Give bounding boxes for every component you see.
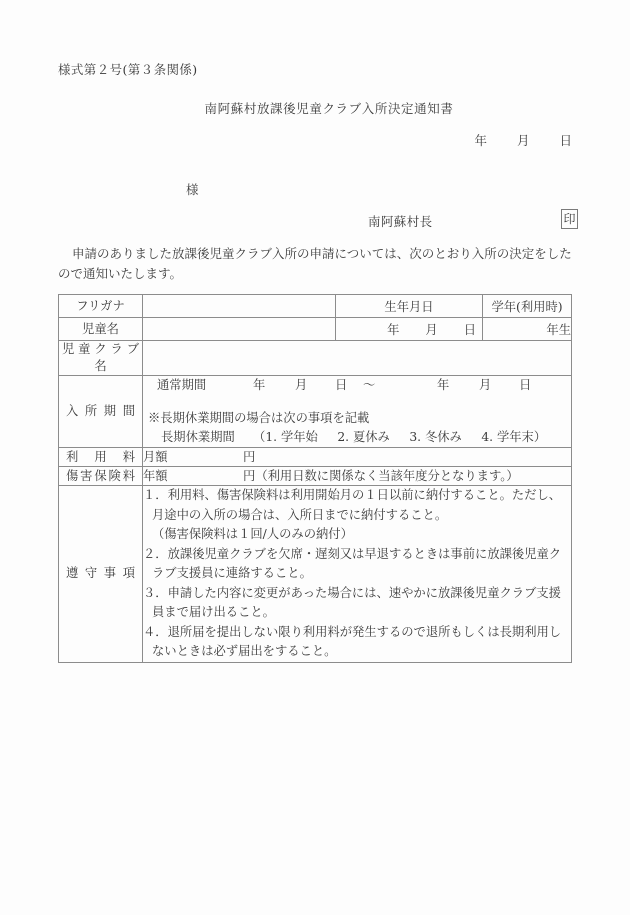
- period-start-year: 年: [253, 378, 266, 392]
- club-name-label: [59, 341, 143, 376]
- club-name-value-cell[interactable]: [143, 341, 572, 376]
- period-normal-line: [143, 376, 571, 395]
- rule-line: ３．申請した内容に変更があった場合には、速やかに放課後児童クラブ支援: [143, 585, 561, 600]
- furigana-label: フリガナ: [59, 295, 143, 318]
- table-row-club-name: [59, 341, 572, 376]
- rule-line: １．利用料、傷害保険料は利用開始月の１日以前に納付すること。ただし、: [143, 488, 562, 502]
- period-longterm-options: [143, 428, 571, 447]
- rules-label: [59, 486, 143, 663]
- period-range-tilde: ～: [363, 378, 376, 392]
- form-number: 様式第２号(第３条関係): [58, 62, 198, 77]
- period-end-day: 日: [519, 378, 532, 392]
- issuer-name: 南阿蘇村長: [368, 214, 433, 229]
- dob-value-cell[interactable]: [336, 318, 483, 341]
- addressee-suffix: 様: [186, 182, 199, 197]
- period-value-cell[interactable]: [143, 376, 572, 448]
- rule-line: ２．放課後児童クラブを欠席・遅刻又は早退するときは事前に放課後児童ク: [143, 546, 562, 561]
- issue-date-year: 年: [474, 133, 487, 148]
- child-name-value-cell[interactable]: [143, 318, 336, 341]
- insurance-note: （利用日数に関係なく当該年度分となります。）: [255, 469, 519, 483]
- period-normal-label: 通常期間: [157, 378, 207, 392]
- insurance-label-text: 傷害保険料: [66, 468, 135, 483]
- period-start-day: 日: [335, 378, 348, 392]
- period-options-close-paren: ）: [533, 430, 547, 444]
- table-row-period: [59, 376, 572, 448]
- dob-month-unit: 月: [425, 323, 438, 337]
- table-row-insurance-fee: [59, 467, 572, 486]
- usage-fee-unit: 月額: [143, 450, 168, 464]
- usage-fee-value-cell[interactable]: [143, 448, 572, 467]
- club-name-label-line1: 児 童 ク ラ ブ: [61, 342, 140, 356]
- period-longterm-label: 長期休業期間: [161, 430, 235, 444]
- rules-value-cell: [143, 486, 572, 663]
- insurance-value-cell[interactable]: [143, 467, 572, 486]
- insurance-label: [59, 467, 143, 486]
- child-name-label: 児童名: [59, 318, 143, 341]
- grade-value-cell[interactable]: 年生: [483, 318, 572, 341]
- issue-date-month: 月: [516, 133, 530, 148]
- period-option-4[interactable]: 4. 学年末: [481, 430, 534, 444]
- table-row-child-name: [59, 318, 572, 341]
- period-start-month: 月: [295, 378, 308, 392]
- dob-header: 生年月日: [336, 295, 483, 318]
- usage-fee-label: [59, 448, 143, 467]
- period-options-open-paren: （: [253, 430, 266, 444]
- rules-label-text: 遵守事項: [66, 566, 135, 581]
- table-row-usage-fee: [59, 448, 572, 467]
- rule-line: ラブ支援員に連絡すること。: [152, 566, 312, 580]
- notice-paragraph: 申請のありました放課後児童クラブ入所の申請については、次のとおり入所の決定をしたので通知いたします。: [58, 246, 572, 281]
- club-name-label-line2: 名: [94, 359, 107, 373]
- period-label: [59, 376, 143, 448]
- rule-line: （傷害保険料は１回/人のみの納付）: [152, 527, 353, 541]
- insurance-currency: 円: [243, 469, 256, 483]
- usage-fee-label-text: 利用料: [66, 449, 135, 464]
- table-row-rules: [59, 486, 572, 663]
- usage-fee-currency: 円: [243, 450, 256, 464]
- issue-date-line: [474, 131, 572, 149]
- period-option-1[interactable]: 1. 学年始: [265, 430, 318, 444]
- rule-line: 月途中の入所の場合は、入所日までに納付すること。: [152, 507, 448, 522]
- issue-date-day: 日: [559, 133, 572, 148]
- seal-stamp-box: 印: [561, 209, 578, 229]
- insurance-unit: 年額: [143, 469, 168, 483]
- grade-header: 学年(利用時): [483, 295, 572, 318]
- period-longterm-note: ※長期休業期間の場合は次の事項を記載: [148, 411, 370, 425]
- document-title: 南阿蘇村放課後児童クラブ入所決定通知書: [204, 101, 454, 116]
- rule-line: 員まで届け出ること。: [152, 605, 275, 619]
- period-end-month: 月: [479, 378, 492, 392]
- period-label-text: 入所期間: [66, 404, 135, 418]
- dob-year-unit: 年: [387, 323, 400, 337]
- period-end-year: 年: [437, 378, 450, 392]
- rule-line: ４．退所届を提出しない限り利用料が発生するので退所もしくは長期利用し: [143, 624, 562, 639]
- period-option-3[interactable]: 3. 冬休み: [409, 430, 462, 444]
- dob-day-unit: 日: [463, 323, 476, 337]
- table-row-furigana: [59, 295, 572, 318]
- furigana-value-cell[interactable]: [143, 295, 336, 318]
- period-option-2[interactable]: 2. 夏休み: [337, 430, 390, 444]
- decision-form-table: [58, 294, 572, 663]
- rule-line: ないときは必ず届出をすること。: [152, 644, 337, 658]
